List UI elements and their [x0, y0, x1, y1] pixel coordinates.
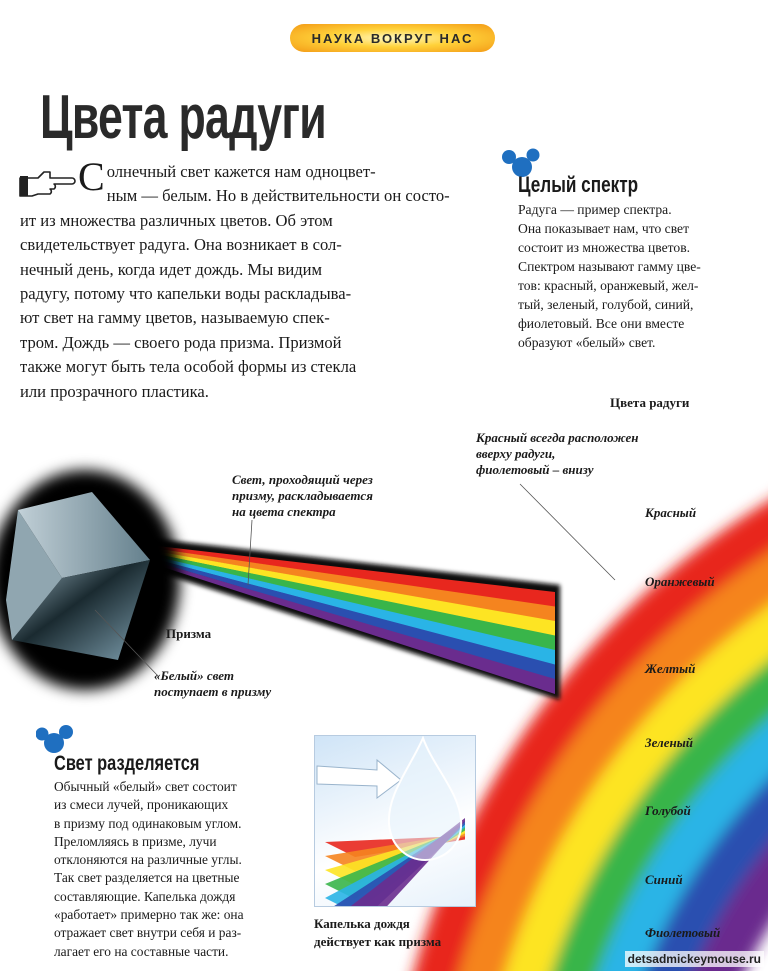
mickey-ears-icon [36, 724, 76, 754]
rainbow-note-line: вверху радуги, [476, 446, 556, 461]
split-line: «работает» примерно так же: она [54, 907, 244, 923]
split-line: составляющие. Капелька дождя [54, 888, 236, 904]
rainbow-caption: Цвета радуги [610, 395, 690, 410]
intro-line: также могут быть тела особой формы из стекла [20, 357, 357, 377]
beam-note [232, 472, 373, 520]
split-heading: Свет разделяется [54, 752, 200, 775]
white-light-line: поступает в призму [154, 684, 272, 699]
spectrum-line: Спектром называют гамму цве- [518, 259, 701, 274]
white-light-line: «Белый» свет [154, 668, 235, 683]
intro-line: радугу, потому что капельки воды раскладыва- [20, 284, 352, 304]
split-line: из смеси лучей, проникающих [54, 797, 229, 813]
page-title: Цвета радуги [40, 83, 326, 152]
split-line: в призму под одинаковым углом. [54, 815, 242, 831]
rainbow-leader-line [520, 484, 615, 580]
color-label-orange: Оранжевый [645, 574, 715, 589]
raindrop-shape [389, 738, 461, 860]
intro-line: или прозрачного пластика. [20, 381, 209, 401]
split-line: лагает его на составные части. [54, 943, 229, 959]
beam-note-line: призму, раскладывается [232, 488, 373, 503]
spectrum-line: тый, зеленый, голубой, синий, [518, 297, 694, 312]
split-line: отражает свет внутри себя и раз- [54, 925, 242, 941]
intro-line: свидетельствует радуга. Она возникает в сол- [20, 235, 342, 255]
color-label-blue: Синий [645, 872, 683, 887]
section-label: НАУКА ВОКРУГ НАС [290, 24, 495, 52]
spectrum-line: фиолетовый. Все они вместе [518, 316, 685, 331]
spectrum-line: образуют «белый» свет. [518, 335, 656, 350]
prism-label: Призма [166, 626, 212, 641]
intro-paragraph [20, 154, 460, 404]
intro-line: нечный день, когда идет дождь. Мы видим [20, 259, 323, 279]
spectrum-heading: Целый спектр [518, 172, 639, 197]
raindrop-caption-line: Капелька дождя [314, 916, 410, 931]
raindrop-caption-line: действует как призма [314, 934, 442, 949]
spectrum-line: тов: красный, оранжевый, жел- [518, 278, 699, 293]
intro-line: тром. Дождь — своего рода призма. Призмой [20, 332, 342, 352]
color-label-green: Зеленый [645, 735, 693, 750]
spectrum-line: состоит из множества цветов. [518, 240, 691, 255]
intro-line: ным — белым. Но в действительности он состо- [106, 186, 450, 206]
spectrum-line: Радуга — пример спектра. [518, 202, 672, 217]
rainbow-note-line: Красный всегда расположен [476, 430, 639, 445]
split-line: Преломляясь в призме, лучи [54, 833, 217, 849]
raindrop-drawing [315, 736, 475, 906]
color-label-red: Красный [645, 505, 697, 520]
light-arrow [317, 760, 401, 798]
split-text [54, 778, 244, 961]
intro-line: ют свет на гамму цветов, называемую спек- [20, 308, 330, 328]
raindrop-illustration [314, 735, 476, 907]
white-light-note [154, 668, 271, 700]
watermark: detsadmickeymouse.ru [625, 951, 764, 967]
spectrum-text [518, 200, 701, 352]
rainbow-note [476, 430, 639, 478]
rainbow-note-line: фиолетовый – внизу [476, 462, 594, 477]
split-line: отклоняются на различные углы. [54, 852, 242, 868]
split-line: Обычный «белый» свет состоит [54, 779, 237, 794]
spectrum-line: Она показывает нам, что свет [518, 221, 690, 236]
beam-note-line: на цвета спектра [232, 504, 336, 519]
intro-line: ит из множества различных цветов. Об этом [20, 210, 333, 230]
color-label-violet: Фиолетовый [645, 925, 721, 940]
raindrop-caption [314, 915, 441, 951]
color-label-yellow: Желтый [645, 661, 696, 676]
color-label-lightblue: Голубой [645, 803, 691, 818]
split-line: Так свет разделяется на цветные [54, 870, 240, 886]
beam-note-line: Свет, проходящий через [232, 472, 373, 487]
intro-line: олнечный свет кажется нам одноцвет- [106, 162, 376, 181]
intro-dropcap: С [78, 154, 105, 199]
